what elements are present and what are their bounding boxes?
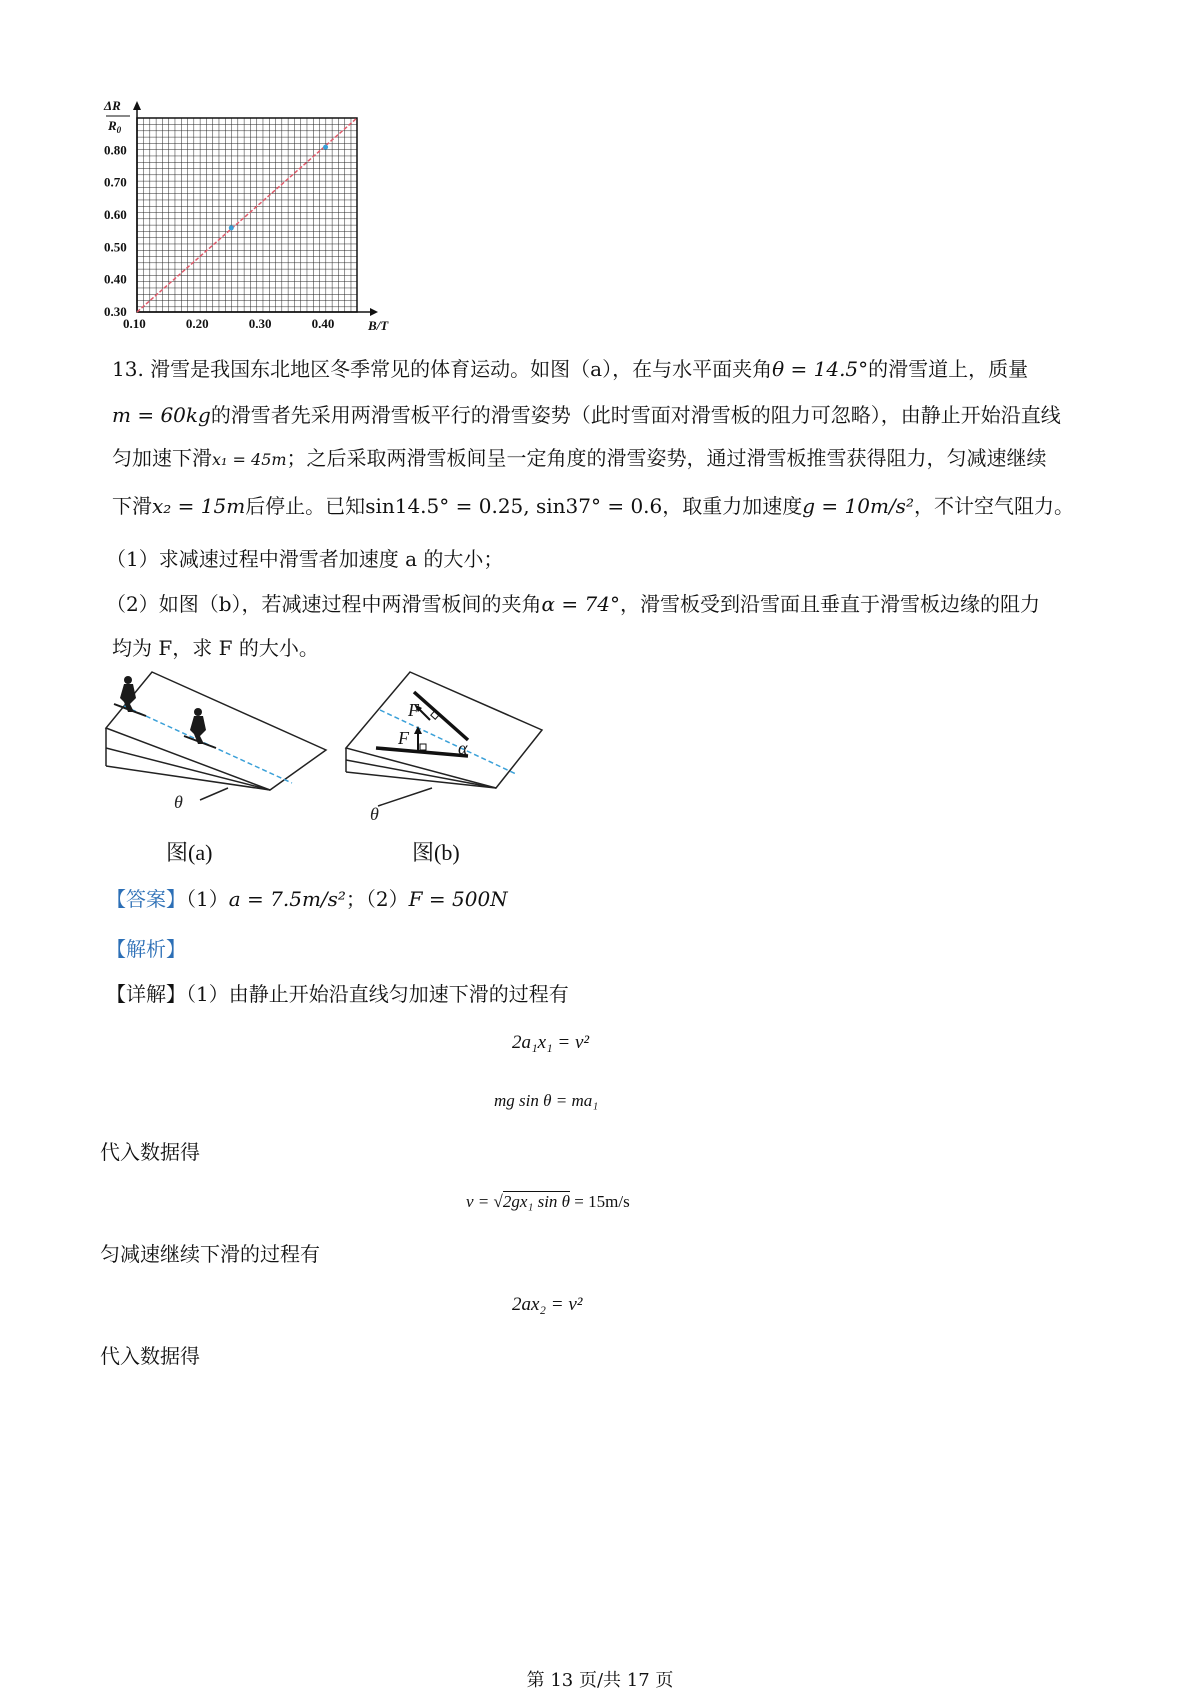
answer-label: 【答案】 bbox=[106, 887, 186, 911]
question-number: 13. bbox=[112, 357, 144, 381]
x-tick-label: 0.20 bbox=[185, 316, 209, 331]
skier-icon bbox=[184, 708, 216, 748]
skier-icon bbox=[114, 676, 146, 716]
decel-label: 匀减速继续下滑的过程有 bbox=[100, 1242, 320, 1266]
answer-separator: ；（2） bbox=[345, 887, 409, 911]
figure-b-slope bbox=[340, 668, 560, 828]
question-text: ，滑雪板受到沿雪面且垂直于滑雪板边缘的阻力 bbox=[619, 592, 1040, 616]
y-tick-label: 0.50 bbox=[104, 239, 127, 255]
question-line-4 bbox=[112, 494, 1074, 518]
question-text: 匀加速下滑 bbox=[112, 446, 212, 470]
answer-part-2: F = 500N bbox=[408, 887, 508, 911]
detail-intro bbox=[106, 982, 569, 1006]
x2-value: x₂ = 15m bbox=[152, 494, 246, 518]
x1-value: x₁ = 45m bbox=[212, 450, 287, 469]
eq3-radicand: 2gx₁ sin θ bbox=[502, 1192, 571, 1211]
x-tick-label: 0.40 bbox=[311, 316, 335, 331]
y-tick-label: 0.80 bbox=[104, 142, 127, 158]
figure-b-caption: 图(b) bbox=[412, 840, 460, 865]
data-point bbox=[229, 225, 234, 230]
detail-label: 【详解】 bbox=[106, 982, 186, 1006]
substitute-label-2: 代入数据得 bbox=[100, 1344, 200, 1368]
x-tick-label: 0.30 bbox=[248, 316, 272, 331]
question-text: 下滑 bbox=[112, 494, 152, 518]
figure-a-slope bbox=[100, 668, 340, 828]
alpha-label: α bbox=[458, 738, 468, 758]
equation-1: 2a₁x₁ = v² bbox=[512, 1032, 590, 1053]
force-label-bottom: F bbox=[398, 728, 409, 748]
detail-text: （1）由静止开始沿直线匀加速下滑的过程有 bbox=[186, 982, 569, 1006]
question-text: ，不计空气阻力。 bbox=[913, 494, 1074, 518]
analysis-label: 【解析】 bbox=[106, 937, 186, 961]
x-tick-label: 0.10 bbox=[123, 316, 146, 331]
theta-label: θ bbox=[370, 804, 379, 824]
eq3-rhs: = 15m/s bbox=[574, 1192, 630, 1211]
question-text: （2）如图（b），若减速过程中两滑雪板间的夹角 bbox=[106, 592, 542, 616]
alpha-value: α = 74° bbox=[541, 592, 620, 616]
sub-question-2 bbox=[106, 592, 1040, 616]
sqrt-icon: √ bbox=[493, 1192, 503, 1211]
sin-values: sin14.5° = 0.25, sin37° = 0.6 bbox=[365, 494, 663, 518]
question-text: 的滑雪者先采用两滑雪板平行的滑雪姿势（此时雪面对滑雪板的阻力可忽略），由静止开始沿直线 bbox=[210, 403, 1061, 427]
question-text: 滑雪是我国东北地区冬季常见的体育运动。如图（a），在与水平面夹角 bbox=[150, 357, 773, 381]
question-text: 后停止。已知 bbox=[245, 494, 366, 518]
eq3-lhs: v = bbox=[466, 1192, 490, 1211]
answer-part-1: a = 7.5m/s² bbox=[228, 887, 346, 911]
mass-value: m = 60kg bbox=[112, 403, 211, 427]
theta-label: θ bbox=[174, 792, 183, 812]
ski-board bbox=[414, 692, 468, 740]
sub-question-1: （1）求减速过程中滑雪者加速度 a 的大小； bbox=[106, 547, 504, 571]
substitute-label-1: 代入数据得 bbox=[100, 1140, 200, 1164]
question-text: 的滑雪道上，质量 bbox=[868, 357, 1029, 381]
figure-a-caption: 图(a) bbox=[166, 840, 213, 865]
equation-4: 2ax₂ = v² bbox=[512, 1294, 583, 1315]
question-text: ，取重力加速度 bbox=[662, 494, 803, 518]
y-tick-label: 0.60 bbox=[104, 207, 127, 222]
answer-part-prefix: （1） bbox=[186, 887, 229, 911]
gravity-value: g = 10m/s² bbox=[802, 494, 914, 518]
page-footer: 第 13 页/共 17 页 bbox=[526, 1670, 674, 1691]
question-line-3 bbox=[112, 446, 1047, 472]
data-point bbox=[323, 145, 328, 150]
y-axis-label-top: ΔR bbox=[104, 100, 121, 113]
equation-2: mg sin θ = ma₁ bbox=[494, 1091, 599, 1110]
magnetoresistance-chart bbox=[100, 100, 420, 360]
x-axis-label: B/T bbox=[368, 318, 389, 333]
equation-3 bbox=[466, 1192, 630, 1212]
question-text: ；之后采取两滑雪板间呈一定角度的滑雪姿势，通过滑雪板推雪获得阻力，匀减速继续 bbox=[286, 446, 1047, 470]
y-tick-label: 0.70 bbox=[104, 174, 127, 190]
y-tick-label: 0.40 bbox=[104, 271, 127, 287]
y-axis-label-bottom: $R_0$ bbox=[108, 118, 122, 135]
question-line-1 bbox=[112, 357, 1028, 381]
answer-line bbox=[106, 887, 508, 911]
force-label-top: F bbox=[408, 700, 419, 720]
y-tick-label: 0.30 bbox=[104, 304, 127, 319]
sub-question-2-cont: 均为 F，求 F 的大小。 bbox=[112, 636, 319, 660]
question-line-2 bbox=[112, 403, 1061, 427]
theta-value: θ = 14.5° bbox=[772, 357, 869, 381]
ski-board bbox=[376, 748, 468, 756]
